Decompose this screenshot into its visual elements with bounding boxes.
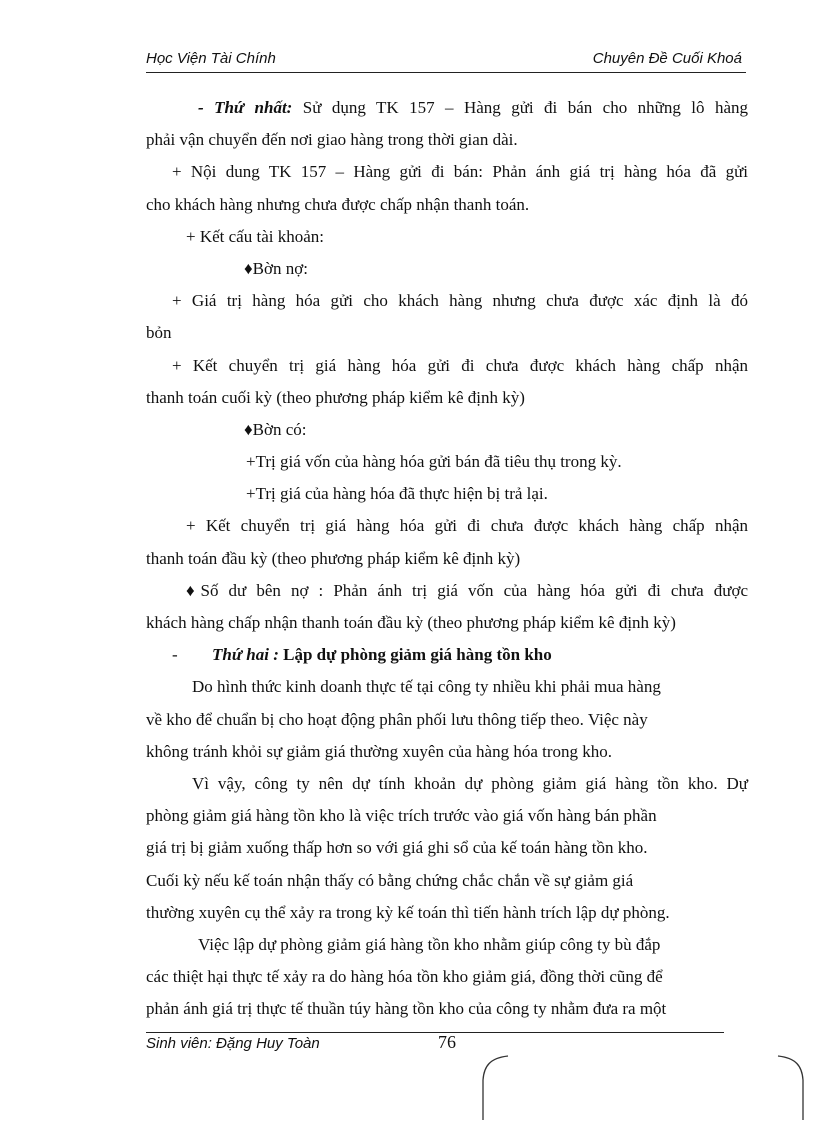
header-institution: Học Viện Tài Chính bbox=[146, 50, 276, 67]
paragraph-line: thanh toán đầu kỳ (theo phương pháp kiểm kê định kỳ) bbox=[146, 548, 521, 568]
paragraph-line: giá trị bị giảm xuống thấp hơn so với giá ghi sổ của kế toán hàng tồn kho. bbox=[146, 838, 648, 858]
paragraph-line: Do hình thức kinh doanh thực tế tại công ty nhiều khi phải mua hàng bbox=[192, 677, 661, 697]
footer-rule bbox=[146, 1032, 724, 1033]
page-header bbox=[146, 48, 742, 70]
paragraph-line: + Kết chuyển trị giá hàng hóa gửi đi chưa được khách hàng chấp nhận bbox=[172, 355, 748, 375]
paragraph-line: ♦Số dư bên nợ : Phản ánh trị giá vốn của hàng hóa gửi đi chưa được bbox=[186, 580, 748, 600]
paragraph-line: ♦Bờn nợ: bbox=[244, 258, 308, 278]
paragraph-line: +Trị giá vốn của hàng hóa gửi bán đã tiêu thụ trong kỳ. bbox=[246, 452, 622, 472]
document-body bbox=[146, 94, 748, 1027]
heading-lead: Thứ hai : bbox=[212, 645, 279, 665]
paragraph-line: các thiệt hại thực tế xảy ra do hàng hóa tồn kho giảm giá, đồng thời cũng để bbox=[146, 967, 663, 987]
paragraph-line: + Kết cấu tài khoản: bbox=[186, 226, 324, 246]
section-heading bbox=[146, 641, 748, 673]
text-span: Sử dụng TK 157 – Hàng gửi đi bán cho những lô hàng bbox=[292, 98, 749, 117]
paragraph-line: thanh toán cuối kỳ (theo phương pháp kiểm kê định kỳ) bbox=[146, 387, 525, 407]
header-rule bbox=[146, 72, 746, 73]
paragraph-line: phòng giảm giá hàng tồn kho là việc trích trước vào giá vốn hàng bán phần bbox=[146, 806, 657, 826]
paragraph-line: Việc lập dự phòng giảm giá hàng tồn kho nhằm giúp công ty bù đắp bbox=[198, 934, 661, 954]
left-bracket-curve bbox=[483, 1056, 508, 1120]
page-number: 76 bbox=[438, 1032, 456, 1052]
paragraph-line: phản ánh giá trị thực tế thuần túy hàng tồn kho của công ty nhằm đưa ra một bbox=[146, 999, 667, 1019]
paragraph-line: + Nội dung TK 157 – Hàng gửi đi bán: Phản ánh giá trị hàng hóa đã gửi bbox=[172, 162, 748, 182]
paragraph-line: về kho để chuẩn bị cho hoạt động phân phối lưu thông tiếp theo. Việc này bbox=[146, 709, 648, 729]
paragraph-line: Vì vậy, công ty nên dự tính khoản dự phòng giảm giá hàng tồn kho. Dự bbox=[192, 773, 748, 793]
header-document-title: Chuyên Đề Cuối Khoá bbox=[592, 50, 742, 67]
paragraph-line: Cuối kỳ nếu kế toán nhận thấy có bằng chứng chắc chắn về sự giảm giá bbox=[146, 870, 634, 890]
heading-dash: - bbox=[172, 645, 178, 665]
paragraph-line: khách hàng chấp nhận thanh toán đầu kỳ (theo phương pháp kiểm kê định kỳ) bbox=[146, 613, 676, 632]
paragraph-line bbox=[146, 94, 748, 126]
paragraph-line: + Kết chuyển trị giá hàng hóa gửi đi chưa được khách hàng chấp nhận bbox=[186, 516, 748, 536]
paragraph-line: bỏn bbox=[146, 323, 172, 343]
heading-text: Lập dự phòng giảm giá hàng tồn kho bbox=[278, 645, 552, 665]
paragraph-line: + Giá trị hàng hóa gửi cho khách hàng nhưng chưa được xác định là đó bbox=[172, 291, 748, 311]
section-lead: - Thứ nhất: bbox=[198, 98, 293, 117]
paragraph-line: cho khách hàng nhưng chưa được chấp nhận thanh toán. bbox=[146, 194, 530, 214]
paragraph-line: phải vận chuyển đến nơi giao hàng trong thời gian dài. bbox=[146, 130, 518, 150]
paragraph-line: không tránh khỏi sự giảm giá thường xuyên của hàng hóa trong kho. bbox=[146, 741, 613, 761]
right-bracket-curve bbox=[778, 1056, 803, 1120]
paragraph-line: ♦Bờn có: bbox=[244, 419, 307, 439]
footer-student-name: Sinh viên: Đặng Huy Toàn bbox=[146, 1035, 320, 1052]
paragraph-line: thường xuyên cụ thể xảy ra trong kỳ kế toán thì tiến hành trích lập dự phòng. bbox=[146, 902, 670, 922]
paragraph-line: +Trị giá của hàng hóa đã thực hiện bị trả lại. bbox=[246, 484, 548, 504]
page-corner-bracket-decoration bbox=[478, 1050, 808, 1120]
